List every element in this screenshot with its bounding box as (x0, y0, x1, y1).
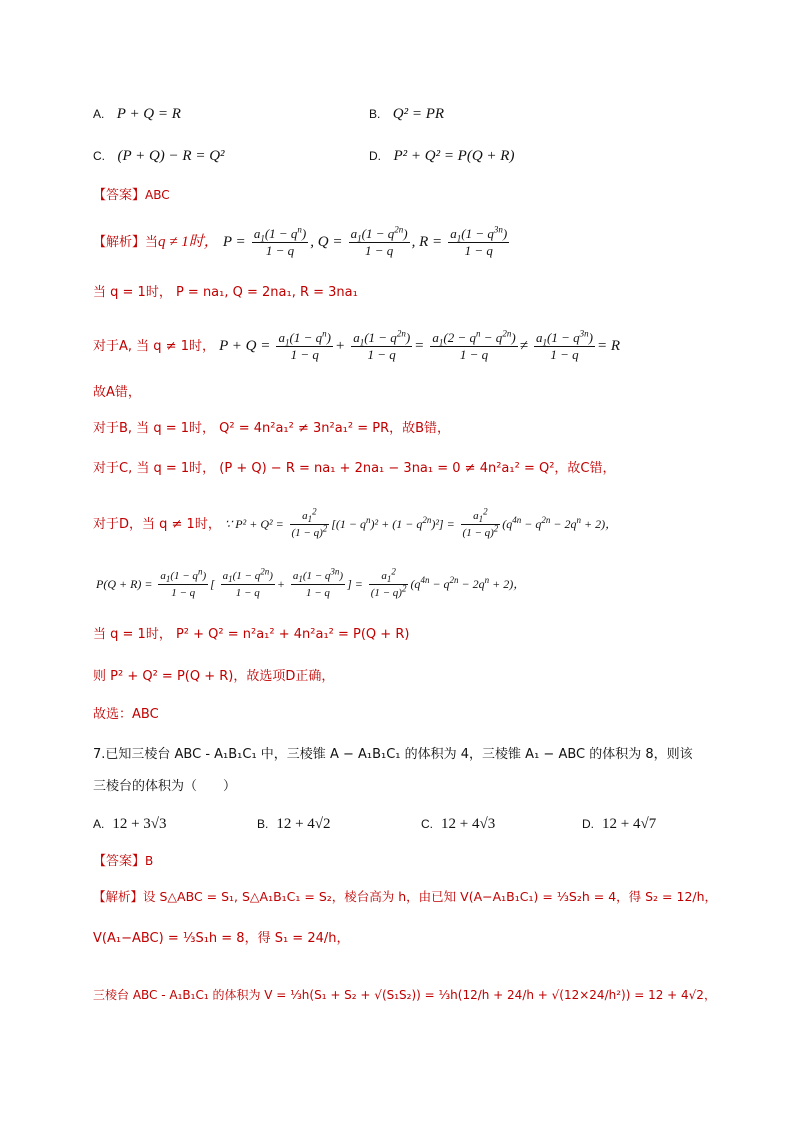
answer-tag: 【答案】 (93, 188, 146, 203)
analysis-cond: q ≠ 1时， (158, 234, 219, 250)
fraction-e1: $\frac{a_1(1 - q^n)}{1 - q}$ (160, 566, 207, 599)
equals-sign: = (414, 338, 425, 354)
analysis-6-line-2: 当 q = 1时， P = na₁, Q = 2na₁, R = 3na₁ (93, 285, 358, 300)
option-c (93, 148, 225, 165)
analysis-6-line-10: 则 P² + Q² = P(Q + R)，故选项D正确， (93, 669, 335, 684)
plus-sign: + (276, 577, 285, 591)
option-expr: 12 + 4√3 (441, 816, 496, 832)
equals-r: = R (596, 338, 621, 354)
fraction-d2: $\frac{a_1^2}{(1 - q)^2}$ (462, 506, 499, 539)
analysis-6-line-9: 当 q = 1时， P² + Q² = n²a₁² + 4n²a₁² = P(Q + R) (93, 627, 410, 642)
fraction-q: $\frac{a_1(1 - q^{2n})}{1 - q}$ (350, 224, 408, 258)
analysis-6-line-3 (93, 330, 620, 363)
analysis-6-line-7 (93, 508, 617, 541)
q7-option-a (93, 816, 167, 833)
fraction-3: $\frac{a_1(2 - q^n - q^{2n})}{1 - q}$ (432, 328, 516, 362)
option-label: A. (93, 817, 105, 831)
formula-pqr-lhs: P(Q + R) = (96, 577, 153, 591)
fraction-e2: $\frac{a_1(1 - q^{2n})}{1 - q}$ (222, 566, 273, 599)
option-c-expr: (P + Q) − R = Q² (117, 148, 225, 164)
option-b-expr: Q² = PR (392, 106, 445, 122)
fraction-4: $\frac{a_1(1 - q^{3n})}{1 - q}$ (536, 328, 593, 362)
bracket-open: [ (210, 577, 215, 591)
fraction-r: $\frac{a_1(1 - q^{3n})}{1 - q}$ (450, 224, 508, 258)
formula-d-mid: $[(1 - q^n)^2 + (1 - q^{2n})^2]$ = (331, 515, 455, 531)
answer-6 (93, 186, 170, 205)
formula-r-label: , R = (411, 234, 443, 250)
option-b-label: B. (369, 107, 381, 121)
q7-option-c (421, 816, 495, 833)
formula-pqr-rhs: $(q^{4n} - q^{2n} - 2q^n + 2)$， (410, 575, 526, 591)
question-7-line-2: 三棱台的体积为（ ） (93, 779, 237, 794)
answer-7 (93, 852, 153, 871)
analysis-7-line-3: 三棱台 ABC - A₁B₁C₁ 的体积为 V = ⅓h(S₁ + S₂ + √(S₁S₂)) = ⅓h(12/h + 24/h + √(12×24/h²)) = 12 + 4√2， (93, 988, 716, 1002)
formula-p-label: P = (222, 234, 246, 250)
q7-option-d (582, 816, 656, 833)
fraction-1: $\frac{a_1(1 - q^n)}{1 - q}$ (278, 328, 331, 362)
option-c-label: C. (93, 149, 105, 163)
analysis-6-line-11: 故选：ABC (93, 707, 159, 722)
answer-value: ABC (145, 188, 170, 202)
option-label: D. (582, 817, 594, 831)
analysis-text: 设 S△ABC = S₁, S△A₁B₁C₁ = S₂，棱台高为 h，由已知 V(A−A₁B₁C₁) = ⅓S₂h = 4，得 S₂ = 12/h， (143, 889, 718, 904)
analysis-prefix: 对于D，当 q ≠ 1时， (93, 517, 221, 532)
analysis-tag: 【解析】 (93, 889, 144, 904)
analysis-6-line-8 (96, 568, 525, 601)
option-d (369, 148, 514, 165)
analysis-6-line-6: 对于C, 当 q = 1时， (P + Q) − R = na₁ + 2na₁ − 3na₁ = 0 ≠ 4n²a₁² = Q²，故C错， (93, 461, 616, 476)
option-d-expr: P² + Q² = P(Q + R) (393, 148, 515, 164)
analysis-prefix: 对于A, 当 q ≠ 1时， (93, 339, 215, 354)
analysis-tag: 【解析】 (93, 235, 146, 250)
analysis-6-line-4: 故A错， (93, 385, 141, 400)
option-expr: 12 + 4√7 (602, 816, 657, 832)
analysis-7-line-2: V(A₁−ABC) = ⅓S₁h = 8，得 S₁ = 24/h， (93, 931, 350, 946)
option-b (369, 106, 444, 123)
q7-option-b (257, 816, 331, 833)
option-expr: 12 + 3√3 (112, 816, 167, 832)
neq-sign: ≠ (519, 338, 528, 354)
option-a-expr: P + Q = R (116, 106, 181, 122)
answer-value: B (145, 854, 154, 868)
formula-q-label: , Q = (310, 234, 343, 250)
answer-tag: 【答案】 (93, 854, 146, 869)
fraction-e4: $\frac{a_1^2}{(1 - q)^2}$ (370, 566, 407, 599)
analysis-text: 当 (145, 235, 159, 250)
analysis-7-line-1 (93, 888, 717, 906)
option-label: C. (421, 817, 433, 831)
fraction-e3: $\frac{a_1(1 - q^{3n})}{1 - q}$ (292, 566, 344, 599)
bracket-close: ] = (347, 577, 363, 591)
fraction-2: $\frac{a_1(1 - q^{2n})}{1 - q}$ (353, 328, 411, 362)
fraction-p: $\frac{a_1(1 - q^n)}{1 - q}$ (253, 224, 307, 258)
analysis-6-line-5: 对于B, 当 q = 1时， Q² = 4n²a₁² ≠ 3n²a₁² = PR，故B错， (93, 421, 451, 436)
analysis-6-line-1 (93, 226, 511, 259)
option-d-label: D. (369, 149, 381, 163)
option-expr: 12 + 4√2 (276, 816, 331, 832)
formula-d-rhs: $(q^{4n} - q^{2n} - 2q^n + 2)$， (502, 515, 618, 531)
option-a (93, 106, 181, 123)
formula-sum-label: P + Q = (219, 338, 271, 354)
fraction-d1: $\frac{a_1^2}{(1 - q)^2}$ (291, 506, 328, 539)
option-label: B. (257, 817, 269, 831)
question-7-line-1: 7.已知三棱台 ABC - A₁B₁C₁ 中，三棱锥 A − A₁B₁C₁ 的体积为 4，三棱锥 A₁ − ABC 的体积为 8，则该 (93, 747, 693, 762)
formula-d-lhs: ∵ P² + Q² = (224, 517, 284, 531)
option-a-label: A. (93, 107, 105, 121)
plus-sign: + (334, 338, 346, 354)
